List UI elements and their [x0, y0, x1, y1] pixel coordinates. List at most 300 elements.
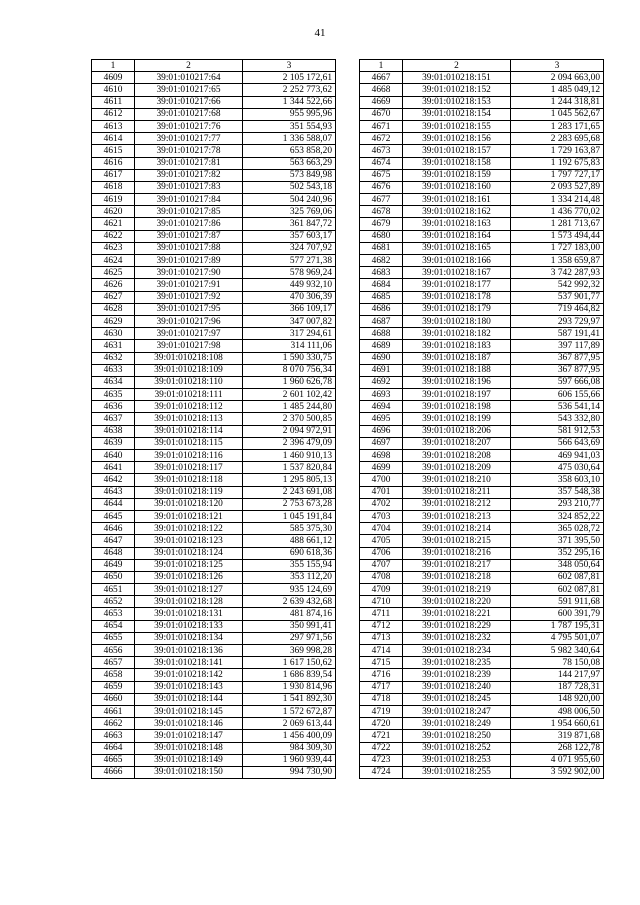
- cadastral-value: 297 971,56: [243, 632, 336, 644]
- table-row: [92, 450, 336, 462]
- cadastral-number: 39:01:010218:134: [135, 632, 243, 644]
- table-body-right: [360, 60, 604, 779]
- table-row: [360, 596, 604, 608]
- table-row: [92, 340, 336, 352]
- row-number: 4717: [360, 681, 403, 693]
- cadastral-value: 543 332,80: [511, 413, 604, 425]
- table-row: [92, 279, 336, 291]
- cadastral-value: 475 030,64: [511, 462, 604, 474]
- table-row: [92, 730, 336, 742]
- cadastral-number: 39:01:010218:143: [135, 681, 243, 693]
- row-number: 4622: [92, 230, 135, 242]
- row-number: 4645: [92, 510, 135, 522]
- table-row: [92, 754, 336, 766]
- table-row: [360, 413, 604, 425]
- cadastral-number: 39:01:010218:183: [403, 340, 511, 352]
- cadastral-number: 39:01:010218:234: [403, 645, 511, 657]
- cadastral-value: 955 995,96: [243, 108, 336, 120]
- cadastral-value: 371 395,50: [511, 535, 604, 547]
- table-row: [92, 425, 336, 437]
- table-row: [360, 255, 604, 267]
- cadastral-number: 39:01:010218:180: [403, 315, 511, 327]
- table-row: [360, 206, 604, 218]
- row-number: 4621: [92, 218, 135, 230]
- table-row: [360, 120, 604, 132]
- cadastral-value: 148 920,00: [511, 693, 604, 705]
- cadastral-value: 504 240,96: [243, 194, 336, 206]
- cadastral-value: 2 396 479,09: [243, 437, 336, 449]
- page-number: 41: [314, 27, 326, 39]
- table-row: [360, 303, 604, 315]
- cadastral-value: 585 375,30: [243, 523, 336, 535]
- table-row: [92, 389, 336, 401]
- row-number: 4643: [92, 486, 135, 498]
- cadastral-number: 39:01:010218:211: [403, 486, 511, 498]
- cadastral-value: 2 105 172,61: [243, 72, 336, 84]
- table-row: [360, 742, 604, 754]
- table-row: [92, 462, 336, 474]
- table-row: [92, 608, 336, 620]
- cadastral-value: 606 155,66: [511, 389, 604, 401]
- row-number: 4636: [92, 401, 135, 413]
- cadastral-number: 39:01:010218:131: [135, 608, 243, 620]
- cadastral-number: 39:01:010218:229: [403, 620, 511, 632]
- cadastral-number: 39:01:010218:125: [135, 559, 243, 571]
- table-row: [360, 681, 604, 693]
- row-number: 4630: [92, 328, 135, 340]
- column-header-1: 1: [92, 60, 135, 72]
- row-number: 4683: [360, 267, 403, 279]
- table-row: [360, 279, 604, 291]
- cadastral-value: 1 930 814,96: [243, 681, 336, 693]
- cadastral-value: 1 573 494,44: [511, 230, 604, 242]
- cadastral-number: 39:01:010218:141: [135, 657, 243, 669]
- cadastral-number: 39:01:010218:235: [403, 657, 511, 669]
- row-number: 4716: [360, 669, 403, 681]
- cadastral-value: 469 941,03: [511, 450, 604, 462]
- row-number: 4668: [360, 84, 403, 96]
- row-number: 4715: [360, 657, 403, 669]
- row-number: 4697: [360, 437, 403, 449]
- row-number: 4722: [360, 742, 403, 754]
- row-number: 4663: [92, 730, 135, 742]
- cadastral-number: 39:01:010218:159: [403, 169, 511, 181]
- cadastral-value: 481 874,16: [243, 608, 336, 620]
- row-number: 4611: [92, 96, 135, 108]
- cadastral-value: 1 485 244,80: [243, 401, 336, 413]
- table-row: [92, 328, 336, 340]
- cadastral-number: 39:01:010218:210: [403, 474, 511, 486]
- cadastral-number: 39:01:010217:95: [135, 303, 243, 315]
- row-number: 4650: [92, 571, 135, 583]
- table-row: [92, 181, 336, 193]
- row-number: 4695: [360, 413, 403, 425]
- cadastral-number: 39:01:010218:133: [135, 620, 243, 632]
- cadastral-number: 39:01:010217:77: [135, 133, 243, 145]
- row-number: 4691: [360, 364, 403, 376]
- cadastral-number: 39:01:010218:245: [403, 693, 511, 705]
- row-number: 4672: [360, 133, 403, 145]
- row-number: 4669: [360, 96, 403, 108]
- cadastral-value: 78 150,08: [511, 657, 604, 669]
- cadastral-number: 39:01:010218:155: [403, 120, 511, 132]
- cadastral-value: 536 541,14: [511, 401, 604, 413]
- table-row: [360, 181, 604, 193]
- cadastral-number: 39:01:010217:66: [135, 96, 243, 108]
- row-number: 4710: [360, 596, 403, 608]
- cadastral-number: 39:01:010218:153: [403, 96, 511, 108]
- table-row: [92, 486, 336, 498]
- cadastral-number: 39:01:010218:252: [403, 742, 511, 754]
- cadastral-value: 602 087,81: [511, 571, 604, 583]
- table-row: [92, 230, 336, 242]
- row-number: 4718: [360, 693, 403, 705]
- cadastral-value: 4 071 955,60: [511, 754, 604, 766]
- cadastral-value: 314 111,06: [243, 340, 336, 352]
- row-number: 4686: [360, 303, 403, 315]
- cadastral-number: 39:01:010218:110: [135, 376, 243, 388]
- cadastral-number: 39:01:010218:122: [135, 523, 243, 535]
- cadastral-value: 8 070 756,34: [243, 364, 336, 376]
- table-row: [360, 194, 604, 206]
- row-number: 4648: [92, 547, 135, 559]
- row-number: 4617: [92, 169, 135, 181]
- cadastral-number: 39:01:010218:249: [403, 718, 511, 730]
- table-row: [360, 389, 604, 401]
- table-row: [92, 255, 336, 267]
- table-row: [360, 766, 604, 778]
- row-number: 4620: [92, 206, 135, 218]
- table-row: [360, 84, 604, 96]
- cadastral-number: 39:01:010217:76: [135, 120, 243, 132]
- table-row: [92, 72, 336, 84]
- table-row: [92, 681, 336, 693]
- table-row: [92, 742, 336, 754]
- cadastral-number: 39:01:010218:119: [135, 486, 243, 498]
- cadastral-value: 1 590 330,75: [243, 352, 336, 364]
- table-row: [360, 669, 604, 681]
- cadastral-number: 39:01:010218:215: [403, 535, 511, 547]
- cadastral-value: 1 960 939,44: [243, 754, 336, 766]
- cadastral-value: 587 191,41: [511, 328, 604, 340]
- cadastral-value: 690 618,36: [243, 547, 336, 559]
- row-number: 4723: [360, 754, 403, 766]
- cadastral-number: 39:01:010218:232: [403, 632, 511, 644]
- table-header-row: [92, 60, 336, 72]
- row-number: 4634: [92, 376, 135, 388]
- cadastral-value: 591 911,68: [511, 596, 604, 608]
- cadastral-value: 1 729 163,87: [511, 145, 604, 157]
- cadastral-value: 984 309,30: [243, 742, 336, 754]
- cadastral-value: 397 117,89: [511, 340, 604, 352]
- table-row: [92, 535, 336, 547]
- cadastral-number: 39:01:010218:182: [403, 328, 511, 340]
- table-row: [92, 596, 336, 608]
- table-row: [92, 523, 336, 535]
- table-row: [92, 133, 336, 145]
- cadastral-number: 39:01:010218:213: [403, 510, 511, 522]
- cadastral-number: 39:01:010218:152: [403, 84, 511, 96]
- cadastral-number: 39:01:010218:255: [403, 766, 511, 778]
- cadastral-value: 350 991,41: [243, 620, 336, 632]
- table-row: [360, 705, 604, 717]
- cadastral-value: 352 295,16: [511, 547, 604, 559]
- row-number: 4614: [92, 133, 135, 145]
- table-row: [360, 645, 604, 657]
- cadastral-number: 39:01:010218:196: [403, 376, 511, 388]
- cadastral-number: 39:01:010217:68: [135, 108, 243, 120]
- cadastral-value: 365 028,72: [511, 523, 604, 535]
- cadastral-value: 3 742 287,93: [511, 267, 604, 279]
- row-number: 4705: [360, 535, 403, 547]
- cadastral-number: 39:01:010218:144: [135, 693, 243, 705]
- row-number: 4724: [360, 766, 403, 778]
- row-number: 4627: [92, 291, 135, 303]
- cadastral-number: 39:01:010218:239: [403, 669, 511, 681]
- cadastral-value: 653 858,20: [243, 145, 336, 157]
- cadastral-value: 1 485 049,12: [511, 84, 604, 96]
- table-row: [360, 547, 604, 559]
- row-number: 4662: [92, 718, 135, 730]
- cadastral-value: 348 050,64: [511, 559, 604, 571]
- table-row: [360, 169, 604, 181]
- row-number: 4635: [92, 389, 135, 401]
- cadastral-value: 1 244 318,81: [511, 96, 604, 108]
- table-row: [360, 450, 604, 462]
- table-row: [92, 145, 336, 157]
- row-number: 4632: [92, 352, 135, 364]
- cadastral-value: 319 871,68: [511, 730, 604, 742]
- cadastral-number: 39:01:010218:157: [403, 145, 511, 157]
- row-number: 4712: [360, 620, 403, 632]
- table-row: [360, 730, 604, 742]
- row-number: 4670: [360, 108, 403, 120]
- table-row: [92, 584, 336, 596]
- row-number: 4709: [360, 584, 403, 596]
- cadastral-value: 325 769,06: [243, 206, 336, 218]
- cadastral-number: 39:01:010218:197: [403, 389, 511, 401]
- cadastral-number: 39:01:010217:65: [135, 84, 243, 96]
- cadastral-value: 324 707,92: [243, 242, 336, 254]
- table-row: [360, 72, 604, 84]
- cadastral-number: 39:01:010218:126: [135, 571, 243, 583]
- table-row: [360, 425, 604, 437]
- cadastral-number: 39:01:010218:113: [135, 413, 243, 425]
- table-row: [360, 145, 604, 157]
- table-row: [360, 559, 604, 571]
- cadastral-number: 39:01:010218:179: [403, 303, 511, 315]
- cadastral-number: 39:01:010218:128: [135, 596, 243, 608]
- cadastral-value: 358 603,10: [511, 474, 604, 486]
- cadastral-value: 1 572 672,87: [243, 705, 336, 717]
- cadastral-value: 367 877,95: [511, 364, 604, 376]
- cadastral-value: 600 391,79: [511, 608, 604, 620]
- cadastral-value: 1 954 660,61: [511, 718, 604, 730]
- row-number: 4702: [360, 498, 403, 510]
- row-number: 4659: [92, 681, 135, 693]
- row-number: 4671: [360, 120, 403, 132]
- cadastral-value: 994 730,90: [243, 766, 336, 778]
- cadastral-value: 353 112,20: [243, 571, 336, 583]
- cadastral-value: 498 006,50: [511, 705, 604, 717]
- row-number: 4651: [92, 584, 135, 596]
- cadastral-number: 39:01:010218:247: [403, 705, 511, 717]
- row-number: 4720: [360, 718, 403, 730]
- cadastral-number: 39:01:010217:84: [135, 194, 243, 206]
- row-number: 4646: [92, 523, 135, 535]
- cadastral-number: 39:01:010218:188: [403, 364, 511, 376]
- cadastral-number: 39:01:010218:177: [403, 279, 511, 291]
- table-row: [92, 291, 336, 303]
- cadastral-value: 293 729,97: [511, 315, 604, 327]
- table-row: [360, 133, 604, 145]
- row-number: 4698: [360, 450, 403, 462]
- table-row: [360, 718, 604, 730]
- table-row: [360, 230, 604, 242]
- cadastral-number: 39:01:010218:209: [403, 462, 511, 474]
- cadastral-number: 39:01:010218:124: [135, 547, 243, 559]
- cadastral-value: 1 797 727,17: [511, 169, 604, 181]
- row-number: 4714: [360, 645, 403, 657]
- cadastral-value: 351 554,93: [243, 120, 336, 132]
- table-row: [92, 413, 336, 425]
- table-row: [360, 376, 604, 388]
- table-row: [360, 754, 604, 766]
- cadastral-number: 39:01:010217:97: [135, 328, 243, 340]
- row-number: 4677: [360, 194, 403, 206]
- row-number: 4653: [92, 608, 135, 620]
- table-row: [92, 157, 336, 169]
- row-number: 4680: [360, 230, 403, 242]
- table-row: [92, 242, 336, 254]
- row-number: 4654: [92, 620, 135, 632]
- table-row: [360, 340, 604, 352]
- cadastral-number: 39:01:010218:219: [403, 584, 511, 596]
- cadastral-number: 39:01:010218:108: [135, 352, 243, 364]
- table-row: [360, 535, 604, 547]
- table-row: [360, 571, 604, 583]
- cadastral-value: 357 548,38: [511, 486, 604, 498]
- cadastral-number: 39:01:010218:156: [403, 133, 511, 145]
- cadastral-value: 1 686 839,54: [243, 669, 336, 681]
- column-header-2: 2: [135, 60, 243, 72]
- table-row: [92, 657, 336, 669]
- cadastral-value: 935 124,69: [243, 584, 336, 596]
- cadastral-number: 39:01:010217:81: [135, 157, 243, 169]
- table-row: [360, 620, 604, 632]
- cadastral-value: 470 306,39: [243, 291, 336, 303]
- cadastral-number: 39:01:010217:78: [135, 145, 243, 157]
- cadastral-value: 537 901,77: [511, 291, 604, 303]
- column-header-2: 2: [403, 60, 511, 72]
- column-header-1: 1: [360, 60, 403, 72]
- row-number: 4619: [92, 194, 135, 206]
- row-number: 4626: [92, 279, 135, 291]
- row-number: 4688: [360, 328, 403, 340]
- table-row: [360, 401, 604, 413]
- row-number: 4696: [360, 425, 403, 437]
- cadastral-number: 39:01:010218:142: [135, 669, 243, 681]
- row-number: 4676: [360, 181, 403, 193]
- row-number: 4673: [360, 145, 403, 157]
- cadastral-value: 144 217,97: [511, 669, 604, 681]
- row-number: 4681: [360, 242, 403, 254]
- cadastral-number: 39:01:010218:136: [135, 645, 243, 657]
- cadastral-value: 449 932,10: [243, 279, 336, 291]
- table-row: [360, 328, 604, 340]
- row-number: 4682: [360, 255, 403, 267]
- cadastral-number: 39:01:010218:162: [403, 206, 511, 218]
- cadastral-number: 39:01:010218:217: [403, 559, 511, 571]
- cadastral-value: 357 603,17: [243, 230, 336, 242]
- cadastral-number: 39:01:010218:117: [135, 462, 243, 474]
- cadastral-value: 366 109,17: [243, 303, 336, 315]
- cadastral-number: 39:01:010218:109: [135, 364, 243, 376]
- row-number: 4644: [92, 498, 135, 510]
- row-number: 4625: [92, 267, 135, 279]
- row-number: 4613: [92, 120, 135, 132]
- row-number: 4700: [360, 474, 403, 486]
- cadastral-value: 2 639 432,68: [243, 596, 336, 608]
- cadastral-value: 5 982 340,64: [511, 645, 604, 657]
- table-row: [92, 194, 336, 206]
- row-number: 4610: [92, 84, 135, 96]
- table-row: [360, 315, 604, 327]
- cadastral-number: 39:01:010218:164: [403, 230, 511, 242]
- cadastral-number: 39:01:010218:161: [403, 194, 511, 206]
- cadastral-number: 39:01:010218:208: [403, 450, 511, 462]
- row-number: 4721: [360, 730, 403, 742]
- cadastral-number: 39:01:010218:214: [403, 523, 511, 535]
- cadastral-number: 39:01:010218:148: [135, 742, 243, 754]
- column-header-3: 3: [243, 60, 336, 72]
- cadastral-value: 1 358 659,87: [511, 255, 604, 267]
- cadastral-number: 39:01:010218:147: [135, 730, 243, 742]
- cadastral-number: 39:01:010217:89: [135, 255, 243, 267]
- cadastral-value: 1 334 214,48: [511, 194, 604, 206]
- cadastral-number: 39:01:010218:221: [403, 608, 511, 620]
- table-row: [360, 523, 604, 535]
- row-number: 4631: [92, 340, 135, 352]
- table-row: [92, 84, 336, 96]
- cadastral-number: 39:01:010217:82: [135, 169, 243, 181]
- cadastral-value: 317 294,61: [243, 328, 336, 340]
- row-number: 4609: [92, 72, 135, 84]
- row-number: 4616: [92, 157, 135, 169]
- table-row: [92, 376, 336, 388]
- table-row: [92, 559, 336, 571]
- cadastral-value: 1 960 626,78: [243, 376, 336, 388]
- cadastral-value: 361 847,72: [243, 218, 336, 230]
- row-number: 4694: [360, 401, 403, 413]
- table-row: [360, 486, 604, 498]
- row-number: 4640: [92, 450, 135, 462]
- cadastral-number: 39:01:010218:212: [403, 498, 511, 510]
- cadastral-value: 2 370 500,85: [243, 413, 336, 425]
- cadastral-value: 566 643,69: [511, 437, 604, 449]
- cadastral-number: 39:01:010218:123: [135, 535, 243, 547]
- cadastral-number: 39:01:010218:220: [403, 596, 511, 608]
- cadastral-number: 39:01:010218:149: [135, 754, 243, 766]
- table-row: [92, 364, 336, 376]
- cadastral-number: 39:01:010218:118: [135, 474, 243, 486]
- row-number: 4713: [360, 632, 403, 644]
- cadastral-number: 39:01:010218:145: [135, 705, 243, 717]
- cadastral-value: 1 537 820,84: [243, 462, 336, 474]
- cadastral-value: 1 336 588,07: [243, 133, 336, 145]
- cadastral-value: 573 849,98: [243, 169, 336, 181]
- table-row: [360, 632, 604, 644]
